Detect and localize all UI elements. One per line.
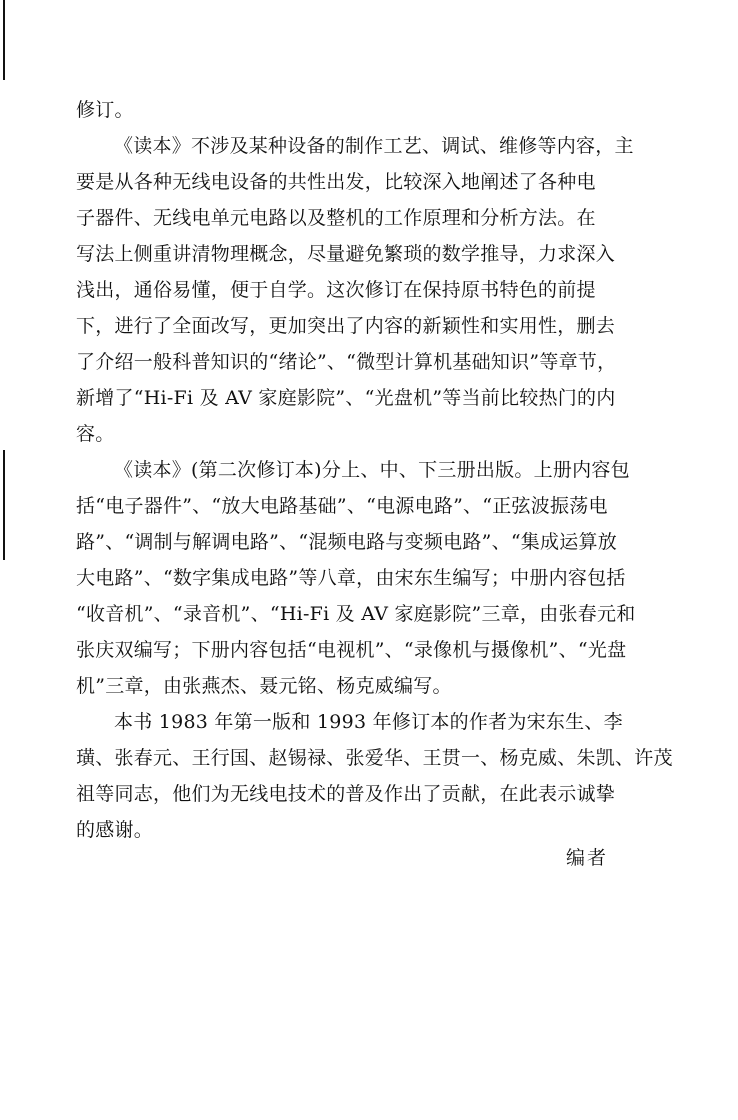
paragraph-2-line-3: 子器件、无线电单元电路以及整机的工作原理和分析方法。在: [76, 207, 596, 229]
signature: 编者: [566, 847, 609, 869]
paragraph-4-line-4: 的感谢。: [76, 819, 154, 841]
paragraph-3-line-6: 张庆双编写；下册内容包括“电视机”、“录像机与摄像机”、“光盘: [76, 639, 627, 661]
paragraph-4: [76, 704, 673, 848]
paragraph-3: [76, 452, 658, 704]
paragraph-3-line-7: 机”三章，由张燕杰、聂元铭、杨克威编写。: [76, 675, 452, 697]
paragraph-2-line-9: 容。: [76, 423, 115, 445]
paragraph-4-line-2: 璜、张春元、王行国、赵锡禄、张爱华、王贯一、杨克威、朱凯、许茂: [76, 747, 673, 769]
paragraph-2-line-8: 新增了“Hi-Fi 及 AV 家庭影院”、“光盘机”等当前比较热门的内: [76, 387, 616, 409]
paragraph-2-line-1: 《读本》不涉及某种设备的制作工艺、调试、维修等内容，主: [114, 135, 634, 157]
paragraph-1: [76, 92, 658, 128]
paragraph-2-line-7: 了介绍一般科普知识的“绪论”、“微型计算机基础知识”等章节，: [76, 351, 617, 373]
paragraph-3-line-1: 《读本》(第二次修订本)分上、中、下三册出版。上册内容包: [114, 459, 630, 481]
paragraph-2-line-6: 下，进行了全面改写，更加突出了内容的新颖性和实用性，删去: [76, 315, 616, 337]
document-page: [76, 92, 673, 848]
paragraph-2-line-5: 浅出，通俗易懂，便于自学。这次修订在保持原书特色的前提: [76, 279, 596, 301]
paragraph-2-line-4: 写法上侧重讲清物理概念，尽量避免繁琐的数学推导，力求深入: [76, 243, 616, 265]
paragraph-3-line-3: 路”、“调制与解调电路”、“混频电路与变频电路”、“集成运算放: [76, 531, 618, 553]
paragraph-1-line-1: 修订。: [76, 99, 134, 121]
margin-line-top: [3, 0, 5, 80]
paragraph-3-line-2: 括“电子器件”、“放大电路基础”、“电源电路”、“正弦波振荡电: [76, 495, 608, 517]
paragraph-4-line-1: 本书 1983 年第一版和 1993 年修订本的作者为宋东生、李: [114, 711, 623, 733]
paragraph-2-line-2: 要是从各种无线电设备的共性出发，比较深入地阐述了各种电: [76, 171, 596, 193]
paragraph-3-line-5: “收音机”、“录音机”、“Hi-Fi 及 AV 家庭影院”三章，由张春元和: [76, 603, 636, 625]
paragraph-3-line-4: 大电路”、“数字集成电路”等八章，由宋东生编写；中册内容包括: [76, 567, 626, 589]
paragraph-2: [76, 128, 658, 452]
margin-line-bottom: [3, 450, 5, 560]
paragraph-4-line-3: 祖等同志，他们为无线电技术的普及作出了贡献，在此表示诚挚: [76, 783, 616, 805]
